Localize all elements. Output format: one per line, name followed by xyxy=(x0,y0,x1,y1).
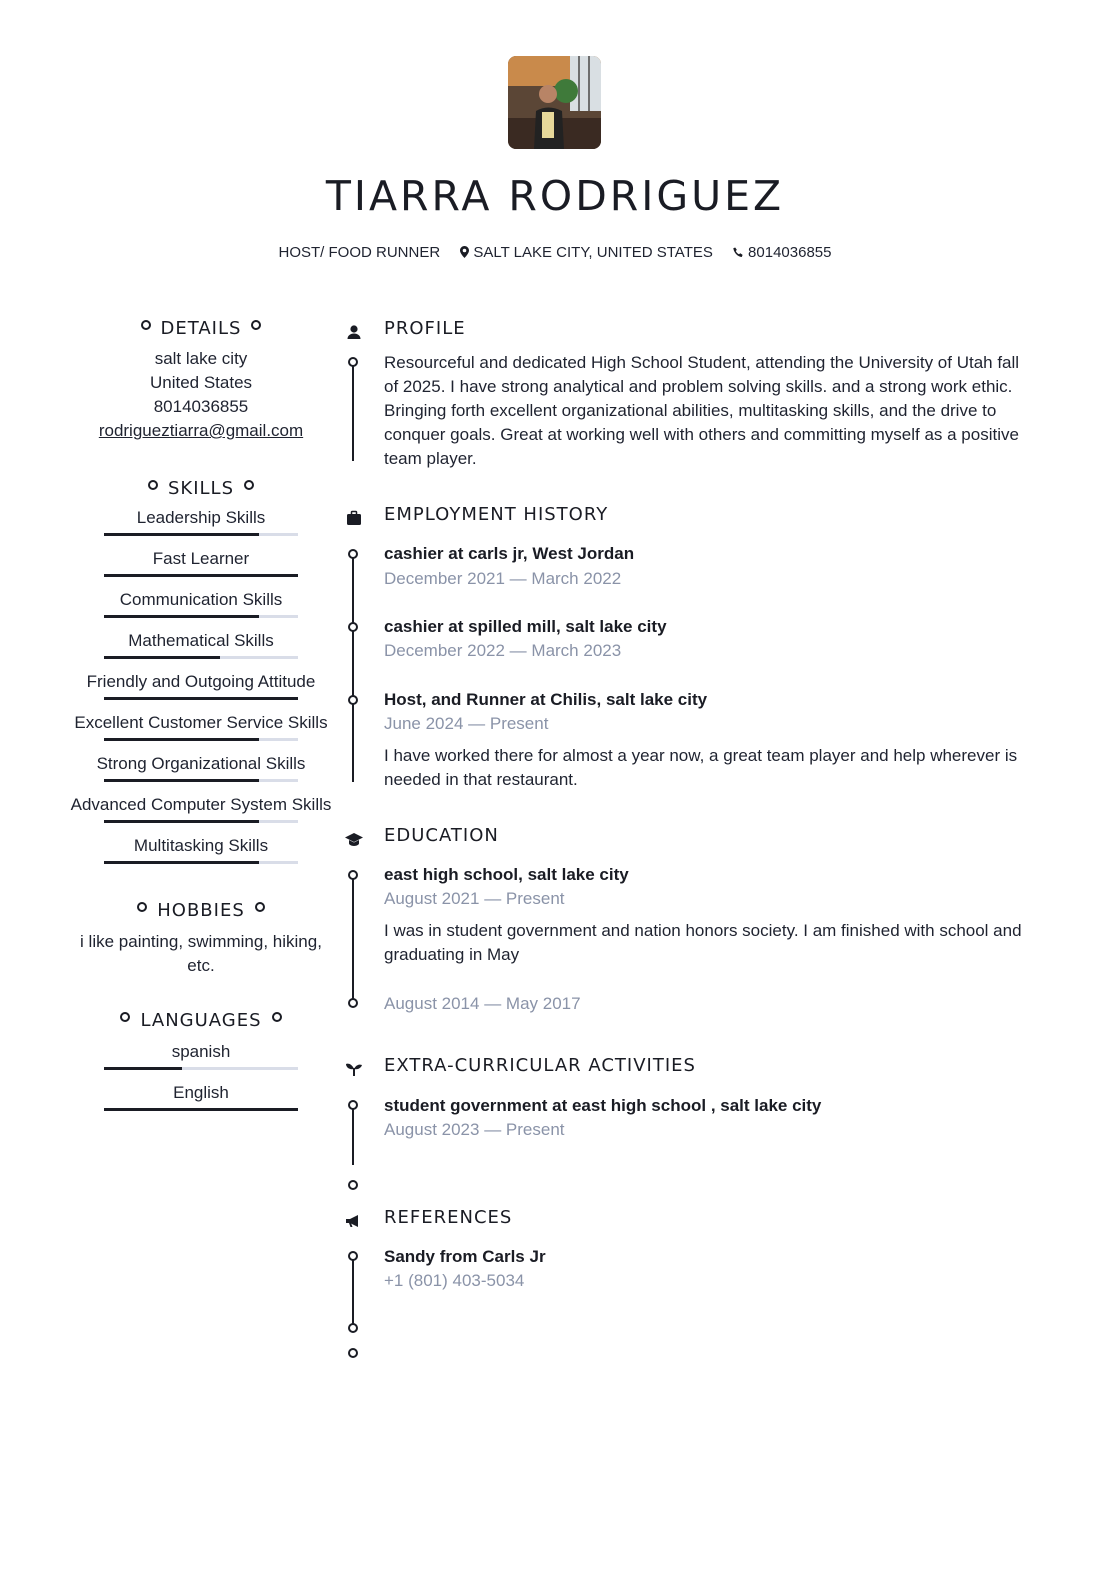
job-dates: December 2022 — March 2023 xyxy=(384,641,622,660)
language-item-level-fill xyxy=(104,1067,182,1070)
education-title: east high school, salt lake city xyxy=(384,865,629,884)
language-item-level-bar xyxy=(104,1067,298,1070)
timeline-dot xyxy=(348,1180,358,1190)
timeline-line xyxy=(352,558,354,782)
skills-section xyxy=(60,478,342,874)
profile-text: Resourceful and dedicated High School Student, attending the University of Utah fall of 2025. I have strong analytical and problem solving skills. and a strong work ethic. Bringing forth excellent organizational abilities, multitasking skills, and the drive to conquer goals. Great at working well with others and committing myself as a positive team player. xyxy=(384,353,1020,468)
ring-icon xyxy=(141,320,151,330)
skill-item-level-fill xyxy=(104,615,259,618)
reference-name: Sandy from Carls Jr xyxy=(384,1247,546,1266)
timeline-dot xyxy=(348,622,358,632)
timeline-line xyxy=(352,879,354,1004)
education-dates: August 2021 — Present xyxy=(384,889,565,908)
hobbies-text: i like painting, swimming, hiking, etc. xyxy=(80,932,322,975)
job-dates: June 2024 — Present xyxy=(384,714,549,733)
skill-item xyxy=(60,669,342,710)
skill-item-level-fill xyxy=(104,779,259,782)
ring-icon xyxy=(244,480,254,490)
activities-heading: EXTRA-CURRICULAR ACTIVITIES xyxy=(384,1055,696,1076)
education-dates: August 2014 — May 2017 xyxy=(384,994,581,1013)
skill-item-label: Strong Organizational Skills xyxy=(96,754,306,773)
job-dates: December 2021 — March 2022 xyxy=(384,569,622,588)
skill-item xyxy=(60,505,342,546)
candidate-name: TIARRA RODRIGUEZ xyxy=(325,172,785,220)
ring-icon xyxy=(272,1012,282,1022)
graduation-cap-icon xyxy=(344,829,364,849)
skill-item-level-fill xyxy=(104,656,220,659)
details-city: salt lake city xyxy=(154,349,248,368)
megaphone-icon xyxy=(344,1211,364,1231)
skill-item-level-fill xyxy=(104,697,298,700)
hobbies-heading: HOBBIES xyxy=(127,900,275,921)
timeline-dot xyxy=(348,695,358,705)
education-heading: EDUCATION xyxy=(384,825,499,846)
header-location xyxy=(460,244,713,261)
header-phone xyxy=(733,244,831,261)
language-item xyxy=(60,1080,342,1121)
job-description: I have worked there for almost a year now, a great team player and help wherever is needed in that restaurant. xyxy=(384,746,1018,789)
skill-item-level-bar xyxy=(104,533,298,536)
job-title-entry: Host, and Runner at Chilis, salt lake city xyxy=(384,690,708,709)
languages-heading: LANGUAGES xyxy=(110,1010,291,1031)
skill-item-label: Leadership Skills xyxy=(136,508,266,527)
hobbies-section xyxy=(60,900,342,978)
language-item-level-bar xyxy=(104,1108,298,1111)
timeline-dot xyxy=(348,1348,358,1358)
job-title-entry: cashier at carls jr, West Jordan xyxy=(384,544,635,563)
activity-title: student government at east high school , salt lake city xyxy=(384,1096,822,1115)
skill-item xyxy=(60,792,342,833)
details-heading: DETAILS xyxy=(131,318,272,339)
briefcase-icon xyxy=(344,508,364,528)
details-phone: 8014036855 xyxy=(153,397,249,416)
timeline-line xyxy=(352,1260,354,1330)
details-country: United States xyxy=(149,373,253,392)
skill-item xyxy=(60,546,342,587)
skill-item-label: Friendly and Outgoing Attitude xyxy=(86,672,316,691)
timeline-dot xyxy=(348,870,358,880)
languages-section xyxy=(60,1010,342,1121)
employment-heading: EMPLOYMENT HISTORY xyxy=(384,504,609,525)
details-section xyxy=(60,318,342,443)
ring-icon xyxy=(137,902,147,912)
skill-item-label: Communication Skills xyxy=(119,590,283,609)
location-text: SALT LAKE CITY, UNITED STATES xyxy=(473,244,713,261)
skill-item xyxy=(60,710,342,751)
job-title-entry: cashier at spilled mill, salt lake city xyxy=(384,617,667,636)
skill-item-level-bar xyxy=(104,861,298,864)
skill-item xyxy=(60,628,342,669)
profile-heading: PROFILE xyxy=(384,318,466,339)
sprout-icon xyxy=(344,1059,364,1079)
skill-item-level-fill xyxy=(104,533,259,536)
skill-item-level-fill xyxy=(104,861,259,864)
timeline-dot xyxy=(348,1100,358,1110)
header-contact-line xyxy=(0,244,1110,261)
timeline-line xyxy=(352,1109,354,1165)
timeline-dot xyxy=(348,998,358,1008)
skill-item-level-fill xyxy=(104,574,298,577)
skill-item-level-bar xyxy=(104,697,298,700)
activity-dates: August 2023 — Present xyxy=(384,1120,565,1139)
skill-item xyxy=(60,751,342,792)
language-item-level-fill xyxy=(104,1108,298,1111)
language-item-label: English xyxy=(173,1083,229,1102)
skill-item-label: Advanced Computer System Skills xyxy=(70,795,332,814)
education-description: I was in student government and nation honors society. I am finished with school and graduating in May xyxy=(384,921,1022,964)
skill-item-level-bar xyxy=(104,574,298,577)
job-title: HOST/ FOOD RUNNER xyxy=(278,244,441,261)
references-heading: REFERENCES xyxy=(384,1207,513,1228)
timeline-dot xyxy=(348,1251,358,1261)
language-item-label: spanish xyxy=(171,1042,231,1061)
skill-item xyxy=(60,587,342,628)
ring-icon xyxy=(120,1012,130,1022)
ring-icon xyxy=(148,480,158,490)
phone-icon xyxy=(733,247,744,258)
skill-item-label: Multitasking Skills xyxy=(133,836,269,855)
profile-photo xyxy=(508,56,601,149)
location-pin-icon xyxy=(460,246,469,258)
skill-item-level-bar xyxy=(104,656,298,659)
phone-text: 8014036855 xyxy=(748,244,832,261)
skill-item-level-bar xyxy=(104,738,298,741)
timeline-dot xyxy=(348,549,358,559)
skills-heading: SKILLS xyxy=(138,478,264,499)
skill-item-level-fill xyxy=(104,820,259,823)
timeline-dot xyxy=(348,1323,358,1333)
skill-item-level-bar xyxy=(104,615,298,618)
reference-phone: +1 (801) 403-5034 xyxy=(384,1271,525,1290)
language-item xyxy=(60,1039,342,1080)
skill-item-level-bar xyxy=(104,820,298,823)
email-link[interactable]: rodrigueztiarra@gmail.com xyxy=(98,421,304,440)
skill-item-label: Fast Learner xyxy=(152,549,250,568)
skill-item-level-bar xyxy=(104,779,298,782)
timeline-line xyxy=(352,365,354,461)
ring-icon xyxy=(251,320,261,330)
skill-item xyxy=(60,833,342,874)
skill-item-label: Excellent Customer Service Skills xyxy=(74,713,328,732)
skill-item-label: Mathematical Skills xyxy=(128,631,274,650)
person-icon xyxy=(344,322,364,342)
skill-item-level-fill xyxy=(104,738,259,741)
ring-icon xyxy=(255,902,265,912)
